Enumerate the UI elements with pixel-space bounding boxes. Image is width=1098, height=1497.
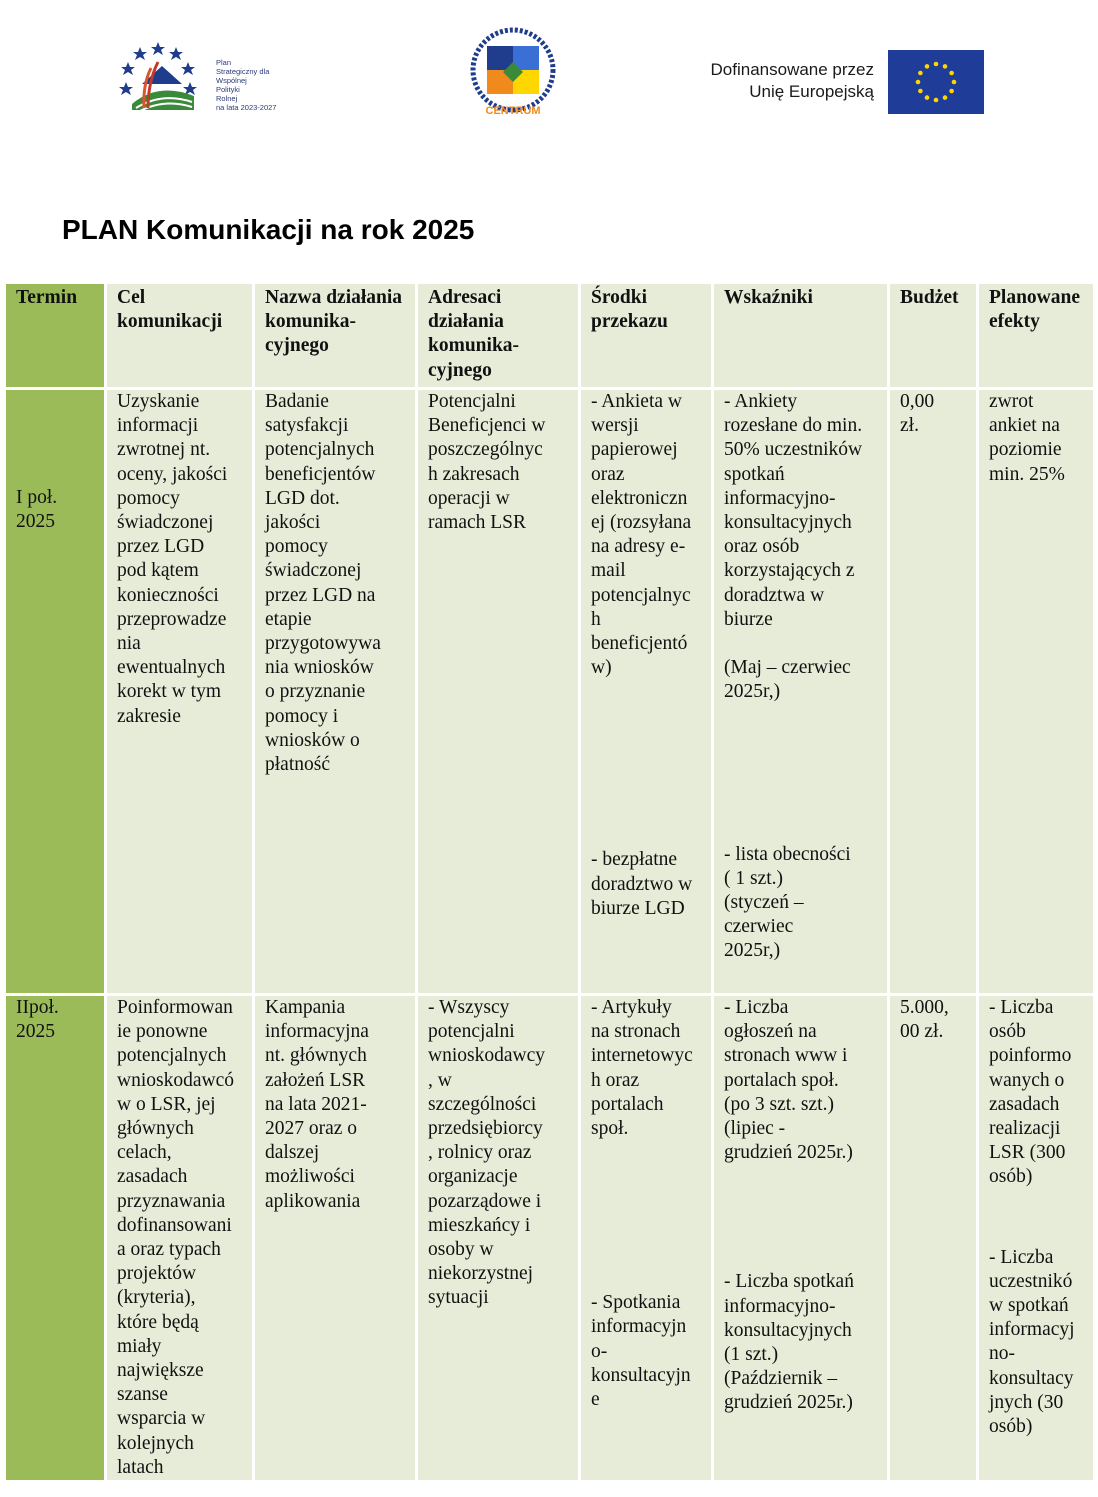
eu-funding-block [690,50,990,116]
cell-adresaci [417,995,580,1482]
document-title: PLAN Komunikacji na rok 2025 [62,214,475,245]
cell-nazwa [254,389,417,995]
cell-cel [106,995,254,1482]
srodki-text-1: - Artykuły na stronach internetowyc h oraz portalach społ. [591,997,693,1140]
eu-flag-icon [888,50,984,114]
budzet-text: 0,00 zł. [900,391,935,437]
cell-budzet [889,995,978,1482]
cell-nazwa [254,995,417,1482]
psp-logo [118,38,288,118]
eu-funding-text: Dofinansowane przez Unię Europejską [710,60,874,101]
cell-termin [5,995,106,1482]
wskazniki-text-2: - lista obecności ( 1 szt.) (styczeń – czerwiec 2025r,) [724,843,851,962]
adresaci-text: Potencjalni Beneficjenci w poszczególnyc h zakresach operacji w ramach LSR [428,391,546,534]
cel-text: Uzyskanie informacji zwrotnej nt. oceny, jakości pomocy świadczonej przez LGD pod kątem konieczności przeprowadze nia ewentualnych korekt w tym zakresie [117,391,228,727]
table-row [5,995,1095,1482]
nazwa-text: Badanie satysfakcji potencjalnych beneficjentów LGD dot. jakości pomocy świadczonej przez LGD na etapie przygotowywa nia wniosków o przyznanie pomocy i wniosków o płatność [265,391,381,776]
cell-termin [5,389,106,995]
cell-budzet [889,389,978,995]
header-adresaci: Adresaci działania komunika-cyjnego [417,283,580,389]
budzet-text: 5.000, 00 zł. [900,997,949,1043]
efekty-text-2: - Liczba uczestnikó w spotkań informacyj no- konsultacy jnych (30 osób) [989,1246,1075,1438]
cell-adresaci [417,389,580,995]
cell-efekty [978,995,1095,1482]
header-wskazniki: Wskaźniki [713,283,889,389]
cell-efekty [978,389,1095,995]
header-efekty: Planowane efekty [978,283,1095,389]
cell-srodki [580,389,713,995]
wskazniki-text-1: - Liczba ogłoszeń na stronach www i portalach społ. (po 3 szt. szt.) (lipiec - grudzień 2025r.) [724,997,853,1164]
wskazniki-text-1: - Ankiety rozesłane do min. 50% uczestników spotkań informacyjno- konsultacyjnych oraz osób korzystających z doradztwa w biurze (Maj – czerwiec 2025r,) [724,391,863,703]
efekty-text-1: - Liczba osób poinformo wanych o zasadach realizacji LSR (300 osób) [989,997,1072,1188]
nazwa-text: Kampania informacyjna nt. głównych założeń LSR na lata 2021- 2027 oraz o dalszej możliwości aplikowania [265,997,369,1212]
cell-wskazniki [713,389,889,995]
header-termin: Termin [5,283,106,389]
psp-logo-text: Plan Strategiczny dla Wspólnej Polityki Rolnej na lata 2023-2027 [216,58,277,112]
srodki-text-1: - Ankieta w wersji papierowej oraz elektroniczn ej (rozsyłana na adresy e- mail potencjalnyc h beneficjentó w) [591,391,692,679]
wskazniki-text-2: - Liczba spotkań informacyjno- konsultacyjnych (1 szt.) (Październik – grudzień 2025r.) [724,1271,854,1414]
adresaci-text: - Wszyscy potencjalni wnioskodawcy , w szczególności przedsiębiorcy , rolnicy oraz organizacje pozarządowe i mieszkańcy i osoby w niekorzystnej sytuacji [428,997,545,1309]
lgd-centrum-logo [465,24,561,120]
srodki-text-2: - bezpłatne doradztwo w biurze LGD [591,849,693,919]
cel-text: Poinformowan ie ponowne potencjalnych wnioskodawcó w o LSR, jej głównych celach, zasadach przyznawania dofinansowani a oraz typach projektów (kryteria), które będą miały największe szanse wsparcia w kolejnych latach [117,997,234,1478]
logo-bar [0,0,1098,150]
termin-text: I poł. 2025 [16,487,58,533]
efekty-text-1: zwrot ankiet na poziomie min. 25% [989,391,1065,485]
svg-text:CENTRUM: CENTRUM [485,105,541,117]
header-cel: Cel komunikacji [106,283,254,389]
cell-cel [106,389,254,995]
termin-text: IIpoł. 2025 [16,997,59,1043]
communication-plan-table [3,281,1096,1483]
cell-wskazniki [713,995,889,1482]
header-nazwa: Nazwa działania komunika-cyjnego [254,283,417,389]
table-header-row [5,283,1095,389]
srodki-text-2: - Spotkania informacyjn o- konsultacyjn e [591,1292,691,1411]
table-row [5,389,1095,995]
header-budzet: Budżet [889,283,978,389]
cell-srodki [580,995,713,1482]
lgd-puzzle-icon [465,24,561,120]
header-srodki: Środki przekazu [580,283,713,389]
